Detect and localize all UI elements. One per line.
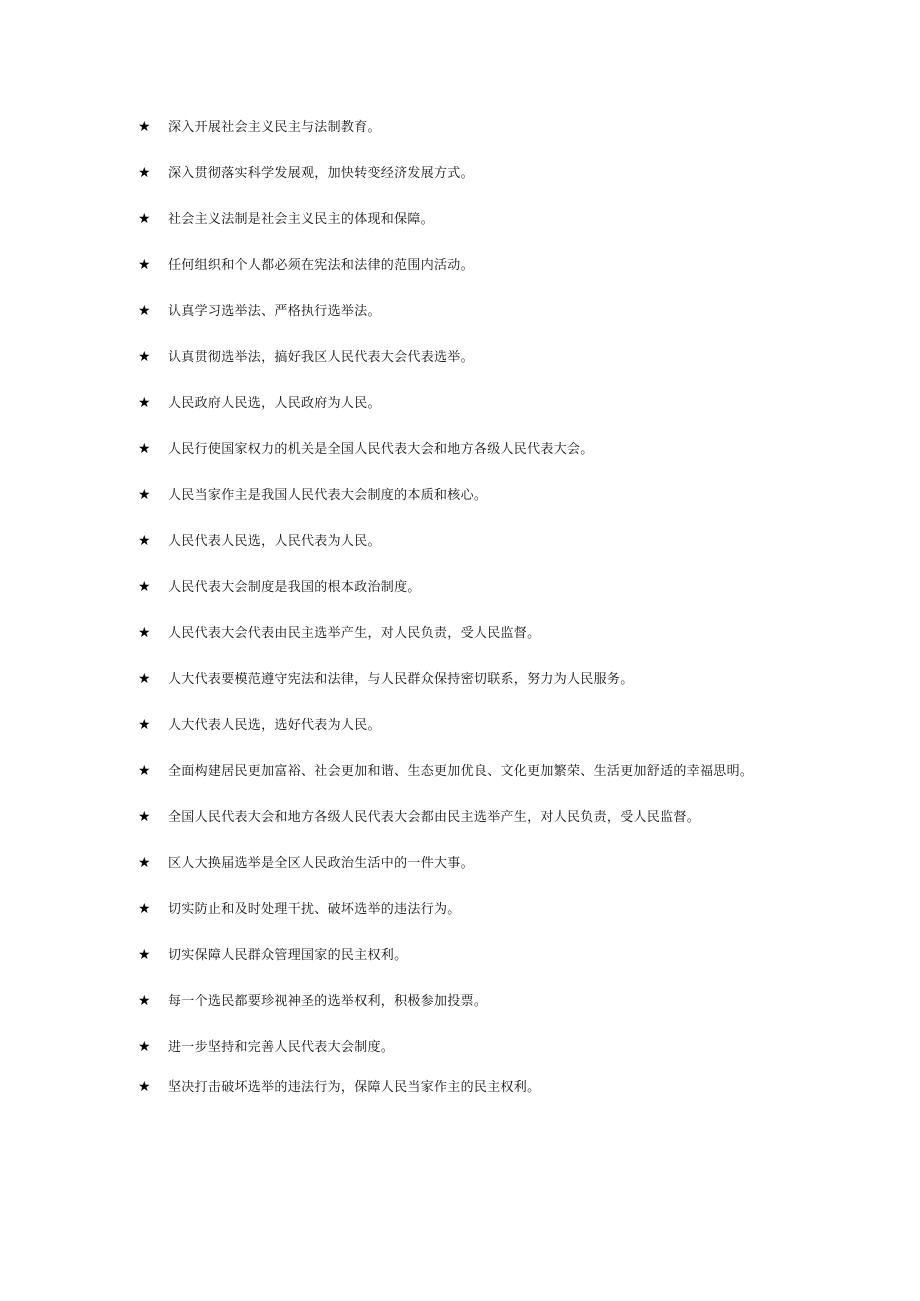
star-icon: ★ [138, 303, 151, 319]
slogan-item [138, 162, 778, 185]
star-icon: ★ [138, 441, 151, 457]
star-icon: ★ [138, 257, 151, 273]
slogan-text: 深入贯彻落实科学发展观，加快转变经济发展方式。 [168, 166, 474, 181]
star-icon: ★ [138, 1079, 151, 1095]
slogan-item [138, 806, 778, 829]
slogan-item [138, 990, 778, 1013]
slogan-text: 人民行使国家权力的机关是全国人民代表大会和地方各级人民代表大会。 [168, 442, 594, 457]
star-icon: ★ [138, 993, 151, 1009]
slogan-text: 任何组织和个人都必须在宪法和法律的范围内活动。 [168, 258, 474, 273]
star-icon: ★ [138, 487, 151, 503]
slogan-text: 全面构建居民更加富裕、社会更加和谐、生态更加优良、文化更加繁荣、生活更加舒适的幸福思明。 [168, 764, 754, 779]
slogan-item [138, 576, 778, 599]
star-icon: ★ [138, 901, 151, 917]
slogan-text: 人民代表大会制度是我国的根本政治制度。 [168, 580, 421, 595]
slogan-text: 人大代表人民选，选好代表为人民。 [168, 718, 381, 733]
star-icon: ★ [138, 395, 151, 411]
slogan-text: 每一个选民都要珍视神圣的选举权利，积极参加投票。 [168, 994, 488, 1009]
slogan-item [138, 392, 778, 415]
star-icon: ★ [138, 717, 151, 733]
slogan-item [138, 1036, 778, 1059]
slogan-text: 社会主义法制是社会主义民主的体现和保障。 [168, 212, 435, 227]
slogan-item [138, 484, 778, 507]
star-icon: ★ [138, 947, 151, 963]
slogan-text: 区人大换届选举是全区人民政治生活中的一件大事。 [168, 856, 474, 871]
slogan-item [138, 1076, 778, 1099]
slogan-item [138, 116, 778, 139]
slogan-item [138, 944, 778, 967]
star-icon: ★ [138, 625, 151, 641]
slogan-text: 认真贯彻选举法，搞好我区人民代表大会代表选举。 [168, 350, 474, 365]
slogan-text: 人民政府人民选，人民政府为人民。 [168, 396, 381, 411]
slogan-text: 人民当家作主是我国人民代表大会制度的本质和核心。 [168, 488, 488, 503]
slogan-item [138, 898, 778, 921]
slogan-item [138, 714, 778, 737]
star-icon: ★ [138, 533, 151, 549]
star-icon: ★ [138, 119, 151, 135]
slogan-item [138, 208, 778, 231]
slogan-item [138, 668, 778, 691]
star-icon: ★ [138, 165, 151, 181]
slogan-text: 人民代表人民选，人民代表为人民。 [168, 534, 381, 549]
slogan-text: 切实防止和及时处理干扰、破坏选举的违法行为。 [168, 902, 461, 917]
slogan-text: 深入开展社会主义民主与法制教育。 [168, 120, 381, 135]
slogan-text: 人民代表大会代表由民主选举产生，对人民负责，受人民监督。 [168, 626, 541, 641]
slogan-item [138, 300, 778, 323]
star-icon: ★ [138, 1039, 151, 1055]
star-icon: ★ [138, 211, 151, 227]
slogan-text: 人大代表要模范遵守宪法和法律，与人民群众保持密切联系，努力为人民服务。 [168, 672, 634, 687]
slogan-text: 切实保障人民群众管理国家的民主权利。 [168, 948, 408, 963]
slogan-list [138, 116, 778, 1122]
star-icon: ★ [138, 809, 151, 825]
star-icon: ★ [138, 349, 151, 365]
star-icon: ★ [138, 671, 151, 687]
star-icon: ★ [138, 763, 151, 779]
slogan-item [138, 346, 778, 369]
slogan-text: 认真学习选举法、严格执行选举法。 [168, 304, 381, 319]
slogan-text: 进一步坚持和完善人民代表大会制度。 [168, 1040, 395, 1055]
slogan-item [138, 438, 778, 461]
star-icon: ★ [138, 579, 151, 595]
slogan-item [138, 760, 778, 783]
slogan-text: 坚决打击破坏选举的违法行为，保障人民当家作主的民主权利。 [168, 1080, 541, 1095]
slogan-text: 全国人民代表大会和地方各级人民代表大会都由民主选举产生，对人民负责，受人民监督。 [168, 810, 701, 825]
slogan-item [138, 622, 778, 645]
star-icon: ★ [138, 855, 151, 871]
slogan-item [138, 254, 778, 277]
slogan-item [138, 530, 778, 553]
slogan-item [138, 852, 778, 875]
